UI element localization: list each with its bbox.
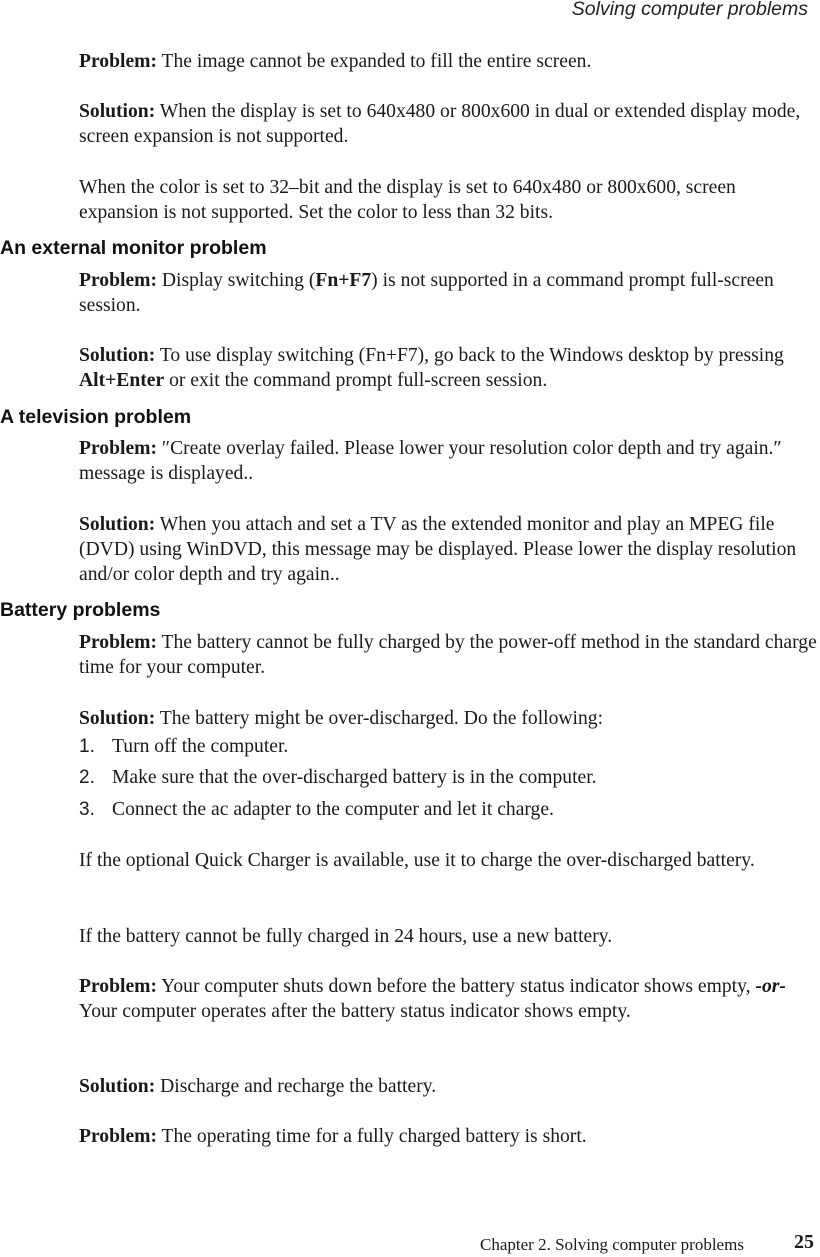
problem-label: Problem: [79, 632, 157, 653]
problem-label: Problem: [79, 51, 157, 72]
solution-create-overlay: Solution: When you attach and set a TV as the extended monitor and play an MPEG file (DVD) using WinDVD, this message may be displayed. Please lower the display resolution and/or color depth and try again.. [79, 514, 797, 585]
solution-label: Solution: [79, 345, 156, 366]
solution-battery-charge: Solution: The battery might be over-discharged. Do the following: [79, 708, 604, 729]
key-alt-enter: Alt+Enter [79, 370, 165, 391]
solution-label: Solution: [79, 1076, 156, 1097]
heading-external-monitor: An external monitor problem [0, 237, 267, 259]
note-new-battery: If the battery cannot be fully charged in 24 hours, use a new battery. [79, 926, 613, 947]
problem-battery-charge: Problem: The battery cannot be fully charged by the power-off method in the standard charge time for your computer. [79, 632, 817, 678]
page-number: 25 [794, 1231, 814, 1253]
heading-battery: Battery problems [0, 599, 161, 621]
note-color-depth: When the color is set to 32–bit and the display is set to 640x480 or 800x600, screen expansion is not supported. Set the color to less than 32 bits. [79, 177, 736, 223]
solution-shutdown: Solution: Discharge and recharge the battery. [79, 1076, 437, 1097]
page-footer [480, 1233, 818, 1257]
problem-label: Problem: [79, 270, 157, 291]
solution-label: Solution: [79, 708, 156, 729]
heading-television: A television problem [0, 406, 192, 428]
running-head: Solving computer problems [571, 0, 808, 20]
problem-image-expansion: Problem: The image cannot be expanded to fill the entire screen. [79, 51, 592, 72]
problem-create-overlay: Problem: ″Create overlay failed. Please lower your resolution color depth and try again.″ message is displayed.. [79, 438, 782, 484]
footer-chapter: Chapter 2. Solving computer problems [480, 1235, 744, 1254]
problem-label: Problem: [79, 1126, 157, 1147]
problem-shutdown: Problem: Your computer shuts down before the battery status indicator shows empty, -or- Your computer operates after the battery status indicator shows empty. [79, 976, 786, 1022]
solution-label: Solution: [79, 101, 156, 122]
step-number: 1. [79, 736, 95, 757]
step-number: 3. [79, 799, 95, 820]
problem-display-switching: Problem: Display switching (Fn+F7) is not supported in a command prompt full-screen session. [79, 270, 774, 316]
step-text: Make sure that the over-discharged battery is in the computer. [112, 767, 597, 788]
step-text: Turn off the computer. [112, 736, 289, 757]
solution-image-expansion: Solution: When the display is set to 640x480 or 800x600 in dual or extended display mode, screen expansion is not supported. [79, 101, 801, 147]
solution-display-switching: Solution: To use display switching (Fn+F7), go back to the Windows desktop by pressing Alt+Enter or exit the command prompt full-screen session. [79, 345, 784, 391]
key-fn-f7: Fn+F7 [315, 270, 372, 291]
or-separator: -or- [755, 976, 786, 997]
problem-label: Problem: [79, 438, 157, 459]
step-text: Connect the ac adapter to the computer and let it charge. [112, 799, 554, 820]
solution-label: Solution: [79, 514, 156, 535]
step-number: 2. [79, 767, 95, 788]
problem-label: Problem: [79, 976, 157, 997]
problem-operating-time: Problem: The operating time for a fully charged battery is short. [79, 1126, 587, 1147]
note-quick-charger: If the optional Quick Charger is available, use it to charge the over-discharged battery. [79, 850, 755, 871]
